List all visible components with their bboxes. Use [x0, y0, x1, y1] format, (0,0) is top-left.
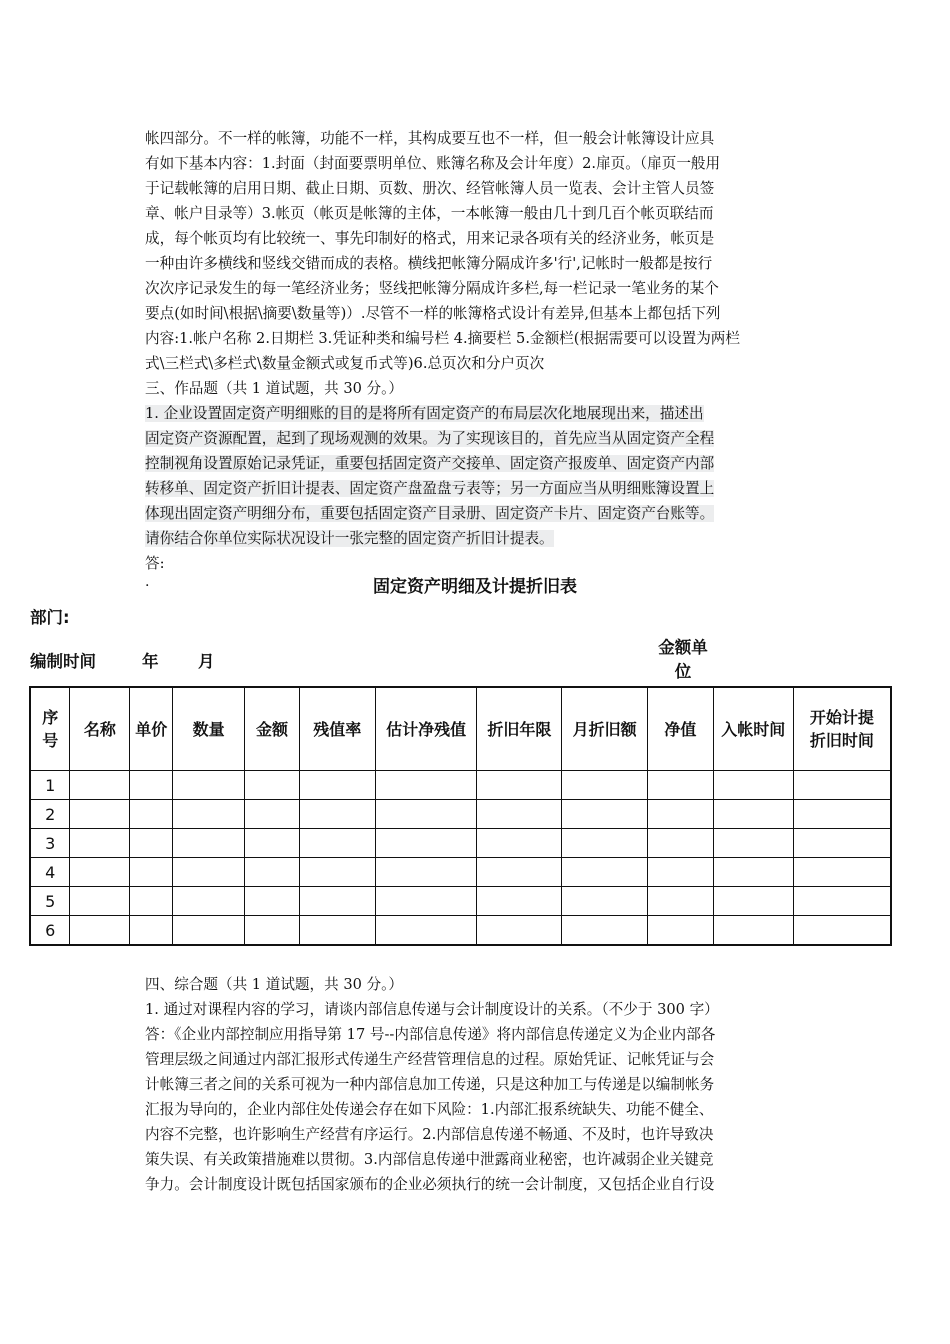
answer-line: 汇报为导向的，企业内部住处传递会存在如下风险：1.内部汇报系统缺失、功能不健全、 — [145, 1101, 714, 1118]
question-line — [145, 501, 810, 526]
row-number: 3 — [30, 829, 70, 858]
header-cell: 序 号 — [30, 687, 70, 771]
table-cell[interactable] — [793, 858, 891, 887]
table-cell[interactable] — [245, 887, 300, 916]
section4-question: 1. 通过对课程内容的学习，请谈内部信息传递与会计制度设计的关系。（不少于 300 字） — [145, 1001, 719, 1018]
paragraph-line: 有如下基本内容：1.封面（封面要票明单位、账簿名称及会计年度）2.扉页。（扉页一般用 — [145, 155, 721, 172]
highlighted-text: 控制视角设置原始记录凭证，重要包括固定资产交接单、固定资产报废单、固定资产内部 — [145, 455, 715, 472]
table-cell[interactable] — [793, 916, 891, 946]
header-cell: 金额 — [245, 687, 300, 771]
table-cell[interactable] — [245, 829, 300, 858]
table-row — [30, 858, 891, 887]
row-number: 6 — [30, 916, 70, 946]
table-cell[interactable] — [713, 887, 793, 916]
header-cell: 单价 — [130, 687, 173, 771]
table-cell[interactable] — [70, 829, 130, 858]
table-cell[interactable] — [173, 858, 245, 887]
table-cell[interactable] — [562, 858, 648, 887]
header-cell: 月折旧额 — [562, 687, 648, 771]
table-cell[interactable] — [299, 916, 375, 946]
header-cell: 入帐时间 — [713, 687, 793, 771]
answer-label: 答: — [145, 555, 165, 572]
table-row — [30, 771, 891, 800]
question-line — [145, 526, 810, 551]
highlighted-text: 1. 企业设置固定资产明细账的目的是将所有固定资产的布局层次化地展现出来，描述出 — [145, 405, 704, 422]
table-cell[interactable] — [648, 771, 714, 800]
table-cell[interactable] — [648, 858, 714, 887]
table-cell[interactable] — [375, 858, 477, 887]
table-cell[interactable] — [375, 887, 477, 916]
answer-line: 管理层级之间通过内部汇报形式传递生产经营管理信息的过程。原始凭证、记帐凭证与会 — [145, 1051, 715, 1068]
table-cell[interactable] — [130, 829, 173, 858]
row-number: 2 — [30, 800, 70, 829]
paragraph-line: 于记载帐簿的启用日期、截止日期、页数、册次、经管帐簿人员一览表、会计主管人员签 — [145, 180, 715, 197]
paragraph-line: 要点(如时间\根据\摘要\数量等)）.尽管不一样的帐簿格式设计有差异,但基本上都包括下列 — [145, 305, 721, 322]
table-cell[interactable] — [648, 916, 714, 946]
table-cell[interactable] — [375, 771, 477, 800]
header-cell: 估计净残值 — [375, 687, 477, 771]
table-cell[interactable] — [477, 771, 562, 800]
table-cell[interactable] — [245, 858, 300, 887]
table-cell[interactable] — [713, 800, 793, 829]
question-line — [145, 426, 810, 451]
highlighted-text: 固定资产资源配置，起到了现场观测的效果。为了实现该目的，首先应当从固定资产全程 — [145, 430, 715, 447]
highlighted-text: 体现出固定资产明细分布，重要包括固定资产目录册、固定资产卡片、固定资产台账等。 — [145, 505, 715, 522]
table-cell[interactable] — [477, 887, 562, 916]
table-cell[interactable] — [477, 858, 562, 887]
paragraph-line: 式\三栏式\多栏式\数量金额式或复币式等)6.总页次和分户页次 — [145, 355, 545, 372]
section2-tail — [145, 126, 810, 576]
table-cell[interactable] — [70, 887, 130, 916]
table-cell[interactable] — [713, 916, 793, 946]
table-cell[interactable] — [562, 771, 648, 800]
header-cell: 数量 — [173, 687, 245, 771]
table-cell[interactable] — [375, 916, 477, 946]
table-cell[interactable] — [477, 800, 562, 829]
table-cell[interactable] — [713, 858, 793, 887]
table-cell[interactable] — [648, 829, 714, 858]
table-cell[interactable] — [70, 800, 130, 829]
answer-line: 计帐簿三者之间的关系可视为一种内部信息加工传递，只是这种加工与传递是以编制帐务 — [145, 1076, 715, 1093]
table-cell[interactable] — [130, 771, 173, 800]
answer-line: 内容不完整，也许影响生产经营有序运行。2.内部信息传递不畅通、不及时，也许导致决 — [145, 1126, 714, 1143]
header-cell: 开始计提 折旧时间 — [793, 687, 891, 771]
depreciation-table — [29, 686, 892, 946]
table-cell[interactable] — [299, 800, 375, 829]
table-cell[interactable] — [173, 771, 245, 800]
table-cell[interactable] — [648, 800, 714, 829]
table-cell[interactable] — [130, 916, 173, 946]
answer-line: 答：《企业内部控制应用指导第 17 号--内部信息传递》将内部信息传递定义为企业内部各 — [145, 1026, 716, 1043]
table-cell[interactable] — [70, 858, 130, 887]
table-cell[interactable] — [793, 800, 891, 829]
table-row — [30, 887, 891, 916]
table-cell[interactable] — [793, 887, 891, 916]
row-number: 4 — [30, 858, 70, 887]
question-line — [145, 451, 810, 476]
table-cell[interactable] — [713, 771, 793, 800]
paragraph-line: 内容:1.帐户名称 2.日期栏 3.凭证种类和编号栏 4.摘要栏 5.金额栏(根据需要可以设置为两栏 — [145, 330, 740, 347]
section3-heading: 三、作品题（共 1 道试题，共 30 分。） — [145, 380, 404, 397]
dept-label: 部门: — [30, 608, 70, 627]
table-cell[interactable] — [299, 829, 375, 858]
table-cell[interactable] — [70, 916, 130, 946]
table-cell[interactable] — [173, 887, 245, 916]
paragraph-line: 一种由许多横线和竖线交错而成的表格。横线把帐簿分隔成许多'行',记帐时一般都是按行 — [145, 255, 713, 272]
table-cell[interactable] — [173, 916, 245, 946]
table-cell[interactable] — [375, 800, 477, 829]
paragraph-line: 次次序记录发生的每一笔经济业务；竖线把帐簿分隔成许多栏,每一栏记录一笔业务的某个 — [145, 280, 719, 297]
question-line — [145, 401, 810, 426]
table-cell[interactable] — [562, 916, 648, 946]
table-cell[interactable] — [130, 887, 173, 916]
table-cell[interactable] — [793, 771, 891, 800]
table-row — [30, 916, 891, 946]
table-row — [30, 829, 891, 858]
table-cell[interactable] — [299, 771, 375, 800]
header-cell: 名称 — [70, 687, 130, 771]
table-cell[interactable] — [130, 858, 173, 887]
table-cell[interactable] — [173, 800, 245, 829]
row-number: 1 — [30, 771, 70, 800]
table-cell[interactable] — [130, 800, 173, 829]
year-label: 年 — [142, 652, 159, 671]
header-cell: 残值率 — [299, 687, 375, 771]
header-cell: 折旧年限 — [477, 687, 562, 771]
paragraph-line: 成，每个帐页均有比较统一、事先印制好的格式，用来记录各项有关的经济业务，帐页是 — [145, 230, 715, 247]
amount-unit-line: 位 — [674, 662, 692, 681]
paragraph-line: 章、帐户目录等）3.帐页（帐页是帐簿的主体，一本帐簿一般由几十到几百个帐页联结而 — [145, 205, 714, 222]
table-cell[interactable] — [70, 771, 130, 800]
date-label: 编制时间 — [30, 652, 96, 671]
section4-heading: 四、综合题（共 1 道试题，共 30 分。） — [145, 976, 404, 993]
dot-mark: . — [145, 574, 150, 590]
row-number: 5 — [30, 887, 70, 916]
highlighted-text: 请你结合你单位实际状况设计一张完整的固定资产折旧计提表。 — [145, 530, 554, 547]
amount-unit-line: 金额单 — [658, 638, 708, 657]
table-title: 固定资产明细及计提折旧表 — [373, 577, 577, 597]
table-cell[interactable] — [245, 916, 300, 946]
month-label: 月 — [198, 652, 215, 671]
answer-line: 策失误、有关政策措施难以贯彻。3.内部信息传递中泄露商业秘密，也许减弱企业关键竞 — [145, 1151, 714, 1168]
table-cell[interactable] — [713, 829, 793, 858]
table-header-row — [30, 687, 891, 771]
table-cell[interactable] — [299, 858, 375, 887]
table-cell[interactable] — [477, 829, 562, 858]
table-cell[interactable] — [477, 916, 562, 946]
table-cell[interactable] — [648, 887, 714, 916]
table-cell[interactable] — [375, 829, 477, 858]
table-cell[interactable] — [173, 829, 245, 858]
table-cell[interactable] — [562, 800, 648, 829]
section4 — [145, 972, 810, 1197]
highlighted-text: 转移单、固定资产折旧计提表、固定资产盘盈盘亏表等；另一方面应当从明细账簿设置上 — [145, 480, 715, 497]
answer-line: 争力。会计制度设计既包括国家颁布的企业必须执行的统一会计制度，又包括企业自行设 — [145, 1176, 715, 1193]
table-cell[interactable] — [245, 800, 300, 829]
table-row — [30, 800, 891, 829]
question-line — [145, 476, 810, 501]
table-cell[interactable] — [562, 829, 648, 858]
amount-unit-label — [652, 636, 714, 684]
table-cell[interactable] — [245, 771, 300, 800]
table-cell[interactable] — [299, 887, 375, 916]
table-cell[interactable] — [562, 887, 648, 916]
header-cell: 净值 — [648, 687, 714, 771]
paragraph-line: 帐四部分。不一样的帐簿，功能不一样，其构成要互也不一样，但一般会计帐簿设计应具 — [145, 130, 715, 147]
table-cell[interactable] — [793, 829, 891, 858]
